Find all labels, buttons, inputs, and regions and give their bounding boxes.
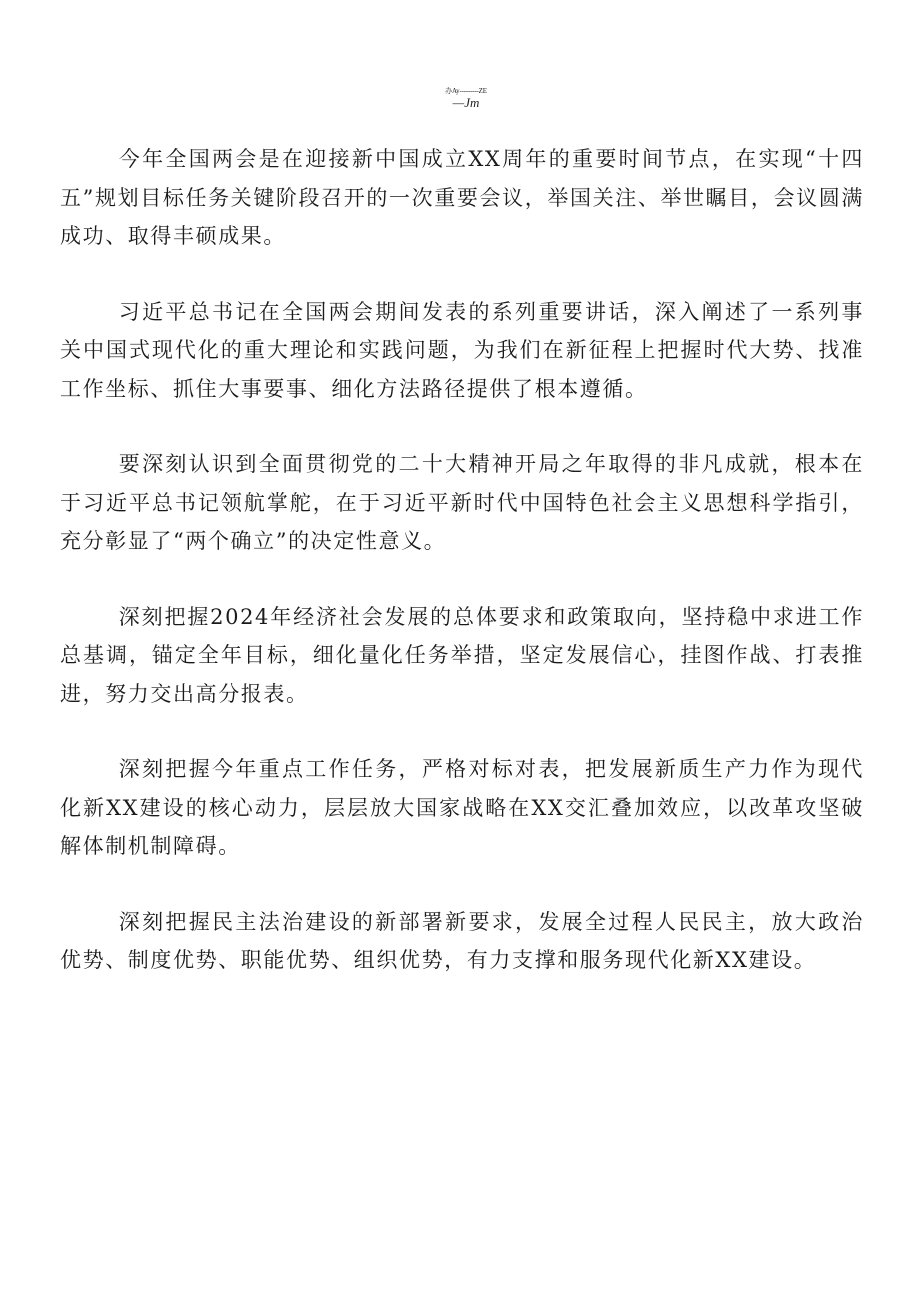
header-mark-line2: —Jm [452, 95, 480, 110]
header-mark-line1: 办Ay---------ZE [445, 87, 487, 95]
document-body [60, 140, 864, 1017]
paragraph-1: 今年全国两会是在迎接新中国成立XX周年的重要时间节点，在实现“十四五”规划目标任务关键阶段召开的一次重要会议，举国关注、举世瞩目，会议圆满成功、取得丰硕成果。 [60, 147, 864, 248]
header-mark [436, 88, 496, 109]
paragraph-3: 要深刻认识到全面贯彻党的二十大精神开局之年取得的非凡成就，根本在于习近平总书记领航掌舵，在于习近平新时代中国特色社会主义思想科学指引，充分彰显了“两个确立”的决定性意义。 [60, 452, 864, 553]
paragraph-2: 习近平总书记在全国两会期间发表的系列重要讲话，深入阐述了一系列事关中国式现代化的重大理论和实践问题，为我们在新征程上把握时代大势、找准工作坐标、抓住大事要事、细化方法路径提供了根本遵循。 [60, 299, 864, 401]
paragraph-4: 深刻把握2024年经济社会发展的总体要求和政策取向，坚持稳中求进工作总基调，锚定全年目标，细化量化任务举措，坚定发展信心，挂图作战、打表推进，努力交出高分报表。 [60, 604, 864, 706]
paragraph-6: 深刻把握民主法治建设的新部署新要求，发展全过程人民民主，放大政治优势、制度优势、职能优势、组织优势，有力支撑和服务现代化新XX建设。 [60, 909, 864, 972]
paragraph-5: 深刻把握今年重点工作任务，严格对标对表，把发展新质生产力作为现代化新XX建设的核心动力，层层放大国家战略在XX交汇叠加效应，以改革攻坚破解体制机制障碍。 [60, 757, 864, 858]
